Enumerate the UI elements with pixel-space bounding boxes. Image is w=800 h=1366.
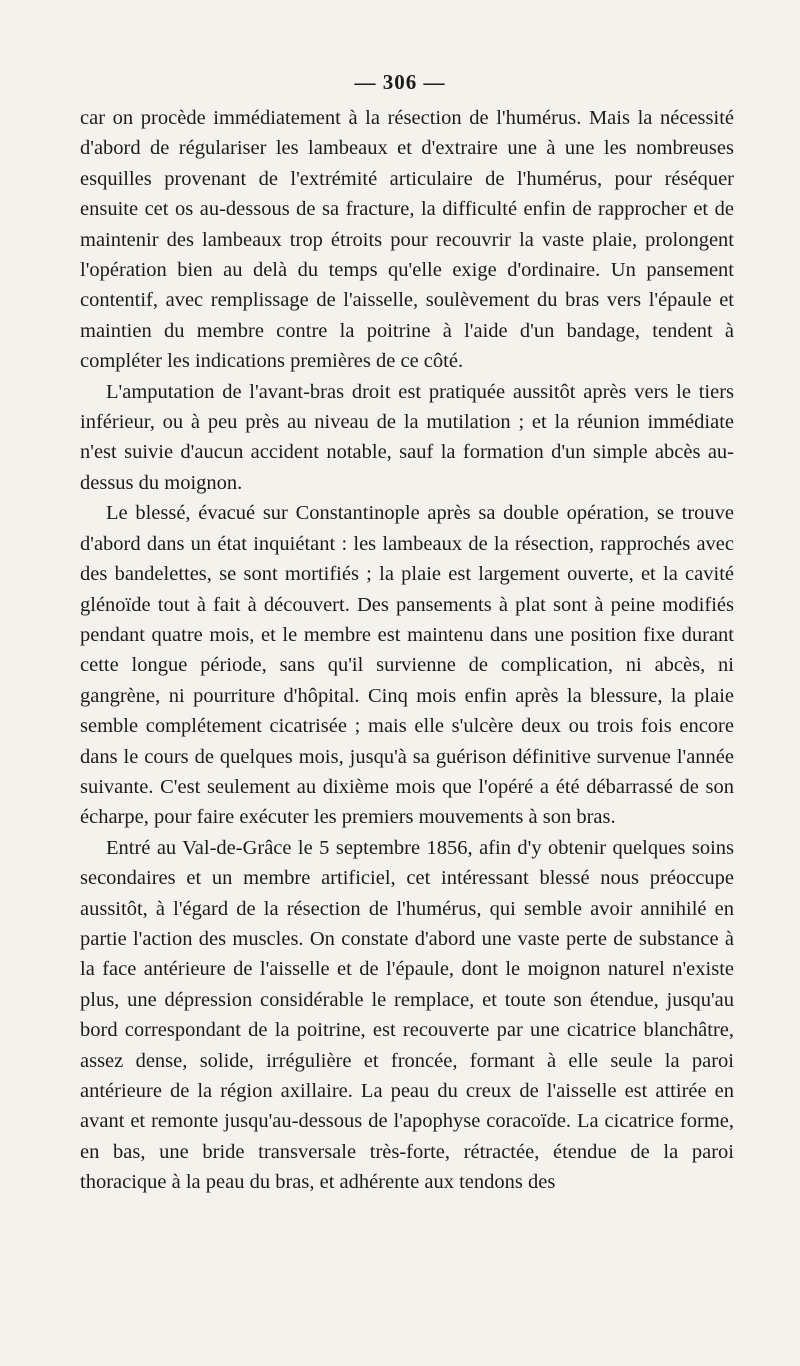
paragraph-1: car on procède immédiatement à la résection de l'humérus. Mais la nécessité d'abord de régulariser les lambeaux et d'extraire une à une les nombreuses esquilles provenant de l'extrémité articulaire de l'humérus, pour réséquer ensuite cet os au-dessous de sa fracture, la difficulté enfin de rapprocher et de maintenir des lambeaux trop étroits pour recouvrir la vaste plaie, prolongent l'opération bien au delà du temps qu'elle exige d'ordinaire. Un pansement contentif, avec remplissage de l'aisselle, soulèvement du bras vers l'épaule et maintien du membre contre la poitrine à l'aide d'un bandage, tendent à compléter les indications premières de ce côté. [80, 107, 734, 373]
paragraph-3: Le blessé, évacué sur Constantinople après sa double opération, se trouve d'abord dans un état inquiétant : les lambeaux de la résection, rapprochés avec des bandelettes, se sont mortifiés ; la plaie est largement ouverte, et la cavité glénoïde tout à fait à découvert. Des pansements à plat sont à peine modifiés pendant quatre mois, et le membre est maintenu dans une position fixe durant cette longue période, sans qu'il survienne de complication, ni abcès, ni gangrène, ni pourriture d'hôpital. Cinq mois enfin après la blessure, la plaie semble complétement cicatrisée ; mais elle s'ulcère deux ou trois fois encore dans le cours de quelques mois, jusqu'à sa guérison définitive survenue l'année suivante. C'est seulement au dixième mois que l'opéré a été débarrassé de son écharpe, pour faire exécuter les premiers mouvements à son bras. [80, 502, 734, 829]
body-text [80, 103, 734, 1198]
paragraph-2: L'amputation de l'avant-bras droit est pratiquée aussitôt après vers le tiers inférieur, ou à peu près au niveau de la mutilation ; et la réunion immédiate n'est suivie d'aucun accident notable, sauf la formation d'un simple abcès au-dessus du moignon. [80, 380, 734, 494]
page-number: — 306 — [354, 70, 446, 94]
paragraph-4: Entré au Val-de-Grâce le 5 septembre 1856, afin d'y obtenir quelques soins secondaires et un membre artificiel, cet intéressant blessé nous préoccupe aussitôt, à l'égard de la résection de l'humérus, qui semble avoir annihilé en partie l'action des muscles. On constate d'abord une vaste perte de substance à la face antérieure de l'aisselle et de l'épaule, dont le moignon naturel n'existe plus, une dépression considérable le remplace, et toute son étendue, jusqu'au bord correspondant de la poitrine, est recouverte par une cicatrice blanchâtre, assez dense, solide, irrégulière et froncée, formant à elle seule la paroi antérieure de la région axillaire. La peau du creux de l'aisselle est attirée en avant et remonte jusqu'au-dessous de l'apophyse coracoïde. La cicatrice forme, en bas, une bride transversale très-forte, rétractée, étendue de la paroi thoracique à la peau du bras, et adhérente aux tendons des [80, 836, 734, 1194]
